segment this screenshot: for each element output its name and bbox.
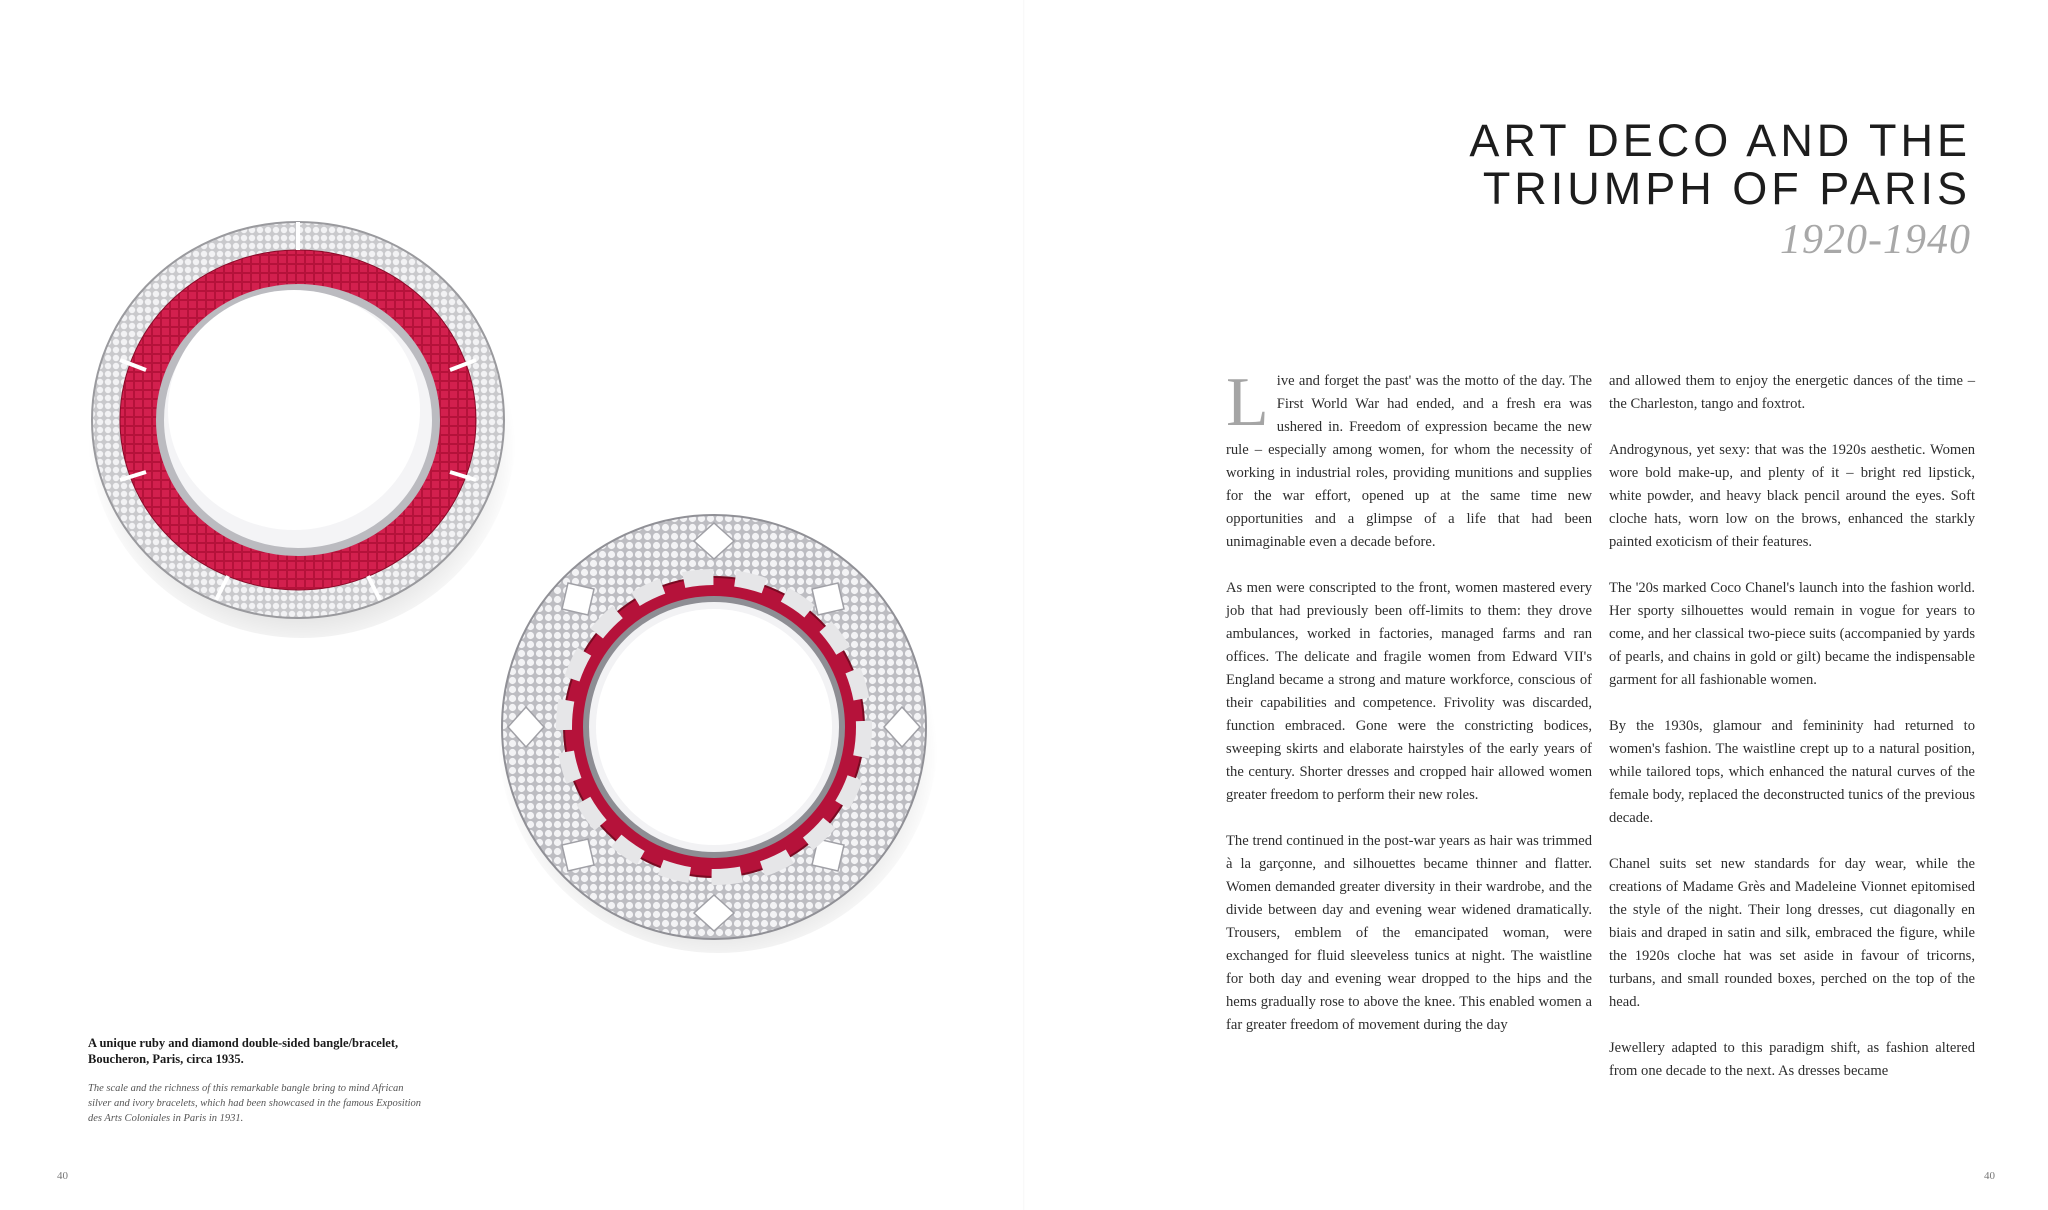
paragraph: and allowed them to enjoy the energetic dances of the time – the Charleston, tango and foxtrot. (1609, 373, 1975, 412)
paragraph: By the 1930s, glamour and femininity had returned to women's fashion. The waistline crept up to a natural position, while tailored tops, which enhanced the natural curves of the female body, replaced the deconstructed tunics of the previous decade. (1609, 718, 1975, 826)
text-column-2 (1609, 370, 1975, 1106)
heading-line-2: TRIUMPH OF PARIS (1482, 163, 1971, 214)
paragraph: Jewellery adapted to this paradigm shift, as fashion altered from one decade to the next. As dresses became (1609, 1040, 1975, 1079)
chapter-heading (1469, 117, 1971, 265)
paragraph: Chanel suits set new standards for day wear, while the creations of Madame Grès and Madeleine Vionnet epitomised the style of the night. Their long dresses, cut diagonally en biais and draped in satin and silk, embraced the figure, while the 1920s cloche hat was set aside in favour of tricorns, turbans, and small rounded boxes, perched on the top of the head. (1609, 856, 1975, 1010)
heading-line-1: ART DECO AND THE (1469, 115, 1971, 166)
paragraph: Live and forget the past' was the motto of the day. The First World War had ended, and a fresh era was ushered in. Freedom of expression became the new rule – especially among women, for whom the necessity of working in industrial roles, providing munitions and supplies for the war effort, opened up at the same time new opportunities and a glimpse of a life that had been unimaginable even a decade before. (1226, 364, 1592, 550)
caption-title: A unique ruby and diamond double-sided bangle/bracelet, Boucheron, Paris, circa 1935. (88, 1036, 399, 1066)
heading-years: 1920-1940 (1780, 217, 1971, 263)
page-number-left: 40 (57, 1170, 68, 1182)
page-gutter (1023, 0, 1025, 1210)
image-caption (88, 1035, 428, 1126)
paragraph: The trend continued in the post-war years as hair was trimmed à la garçonne, and silhouettes became thinner and flatter. Women demanded greater diversity in their wardrobe, and the divide between day and evening wear widened dramatically. Trousers, emblem of the emancipated woman, were exchanged for fluid sleeveless tunics at night. The waistline for both day and evening wear dropped to the hips and the hems gradually rose to above the knee. This enabled women a far greater freedom of movement during the day (1226, 833, 1592, 1033)
paragraph: Androgynous, yet sexy: that was the 1920s aesthetic. Women wore bold make-up, and plenty of it – bright red lipstick, white powder, and heavy black pencil around the eyes. Soft cloche hats, worn low on the brows, enhanced the starkly painted exoticism of their features. (1609, 442, 1975, 550)
ruby-diamond-bracelet-image (80, 210, 520, 640)
caption-text: The scale and the richness of this remarkable bangle bring to mind African silver and ivory bracelets, which had been showcased in the famous Exposition des Arts Coloniales in Paris in 1931. (88, 1083, 422, 1124)
paragraph: The '20s marked Coco Chanel's launch into the fashion world. Her sporty silhouettes would remain in vogue for years to come, and her classical two-piece suits (accompanied by yards of pearls, and chains in gold or gilt) became the indispensable garment for all fashionable women. (1609, 580, 1975, 688)
paragraph: As men were conscripted to the front, women mastered every job that had previously been off-limits to them: they drove ambulances, worked in factories, managed farms and ran offices. The delicate and fragile women from Edward VII's England became a strong and mature workforce, conscious of their capabilities and competence. Frivolity was discarded, function embraced. Gone were the constricting bodices, sweeping skirts and elaborate hairstyles of the early years of the century. Shorter dresses and cropped hair allowed women greater freedom to perform their new roles. (1226, 580, 1592, 803)
double-sided-bangle-image (490, 505, 940, 955)
drop-cap: L (1226, 364, 1269, 441)
text-column-1 (1226, 364, 1592, 1060)
page-number-right: 40 (1984, 1170, 1995, 1182)
